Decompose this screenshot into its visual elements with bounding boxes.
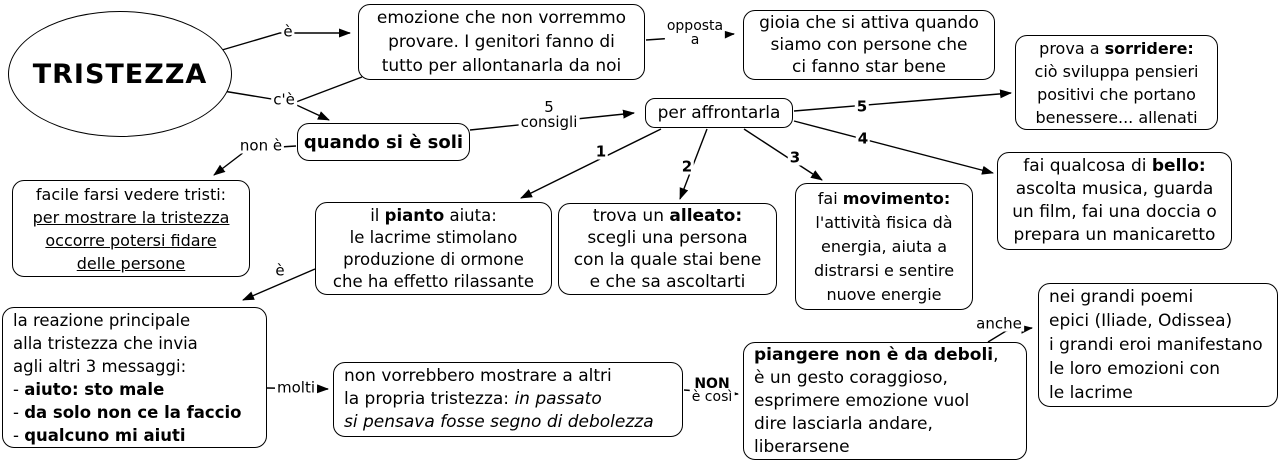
node-bello: fai qualcosa di bello: ascolta musica, guarda un film, fai una doccia o prepara un manicaretto bbox=[997, 152, 1232, 250]
edge-emozione-corner-line bbox=[296, 77, 362, 102]
edge-label-4: 4 bbox=[857, 129, 869, 148]
edge-1-line bbox=[521, 129, 661, 198]
node-non-vorrebbero: non vorrebbero mostrare a altri la propria tristezza: in passato si pensava fosse segno di debolezza bbox=[333, 362, 683, 437]
edge-label-ce: c'è bbox=[273, 90, 295, 109]
node-facile: facile farsi vedere tristi: per mostrare la tristezza occorre potersi fidare delle persone bbox=[12, 180, 250, 277]
edge-label-3: 3 bbox=[789, 148, 801, 167]
node-quando-si-e-soli: quando si è soli bbox=[297, 123, 470, 161]
edge-label-1: 1 bbox=[595, 142, 607, 161]
edge-label-non-cosi: NON è così bbox=[691, 376, 733, 405]
node-gioia: gioia che si attiva quando siamo con persone che ci fanno star bene bbox=[743, 10, 995, 80]
node-per-affrontarla: per affrontarla bbox=[645, 98, 793, 128]
edge-label-e2: è bbox=[275, 261, 285, 280]
edge-4-line bbox=[794, 121, 993, 173]
edge-5-line bbox=[794, 93, 1011, 111]
edge-label-molti: molti bbox=[276, 378, 316, 397]
node-pianto: il pianto aiuta: le lacrime stimolano produzione di ormone che ha effetto rilassante bbox=[315, 202, 552, 295]
node-tristezza: TRISTEZZA bbox=[8, 11, 232, 137]
edge-3-line bbox=[744, 129, 822, 180]
node-poemi: nei grandi poemi epici (Iliade, Odissea) i grandi eroi manifestano le loro emozioni con le lacrime bbox=[1038, 283, 1278, 407]
node-sorridere: prova a sorridere: ciò sviluppa pensieri positivi che portano benessere... allenati bbox=[1015, 35, 1218, 130]
node-movimento: fai movimento: l'attività fisica dà energia, aiuta a distrarsi e sentire nuove energie bbox=[795, 183, 973, 310]
edge-label-opposta-a: opposta a bbox=[666, 18, 724, 48]
edge-label-e: è bbox=[283, 22, 293, 41]
node-piangere: piangere non è da deboli, è un gesto coraggioso, esprimere emozione vuol dire lasciarla andare, liberarsene bbox=[743, 342, 1027, 460]
edge-label-5: 5 bbox=[856, 97, 868, 116]
edge-label-anche: anche bbox=[976, 314, 1022, 333]
edge-label-5-consigli: 5 consigli bbox=[520, 98, 578, 131]
node-emozione: emozione che non vorremmo provare. I genitori fanno di tutto per allontanarla da noi bbox=[358, 4, 645, 80]
node-reazione: la reazione principale alla tristezza che invia agli altri 3 messaggi: - aiuto: sto male - da solo non ce la faccio - qualcuno mi aiuti bbox=[2, 307, 267, 448]
node-alleato: trova un alleato: scegli una persona con la quale stai bene e che sa ascoltarti bbox=[558, 203, 777, 295]
edge-label-2: 2 bbox=[681, 157, 693, 176]
edge-label-non-e: non è bbox=[239, 136, 283, 155]
